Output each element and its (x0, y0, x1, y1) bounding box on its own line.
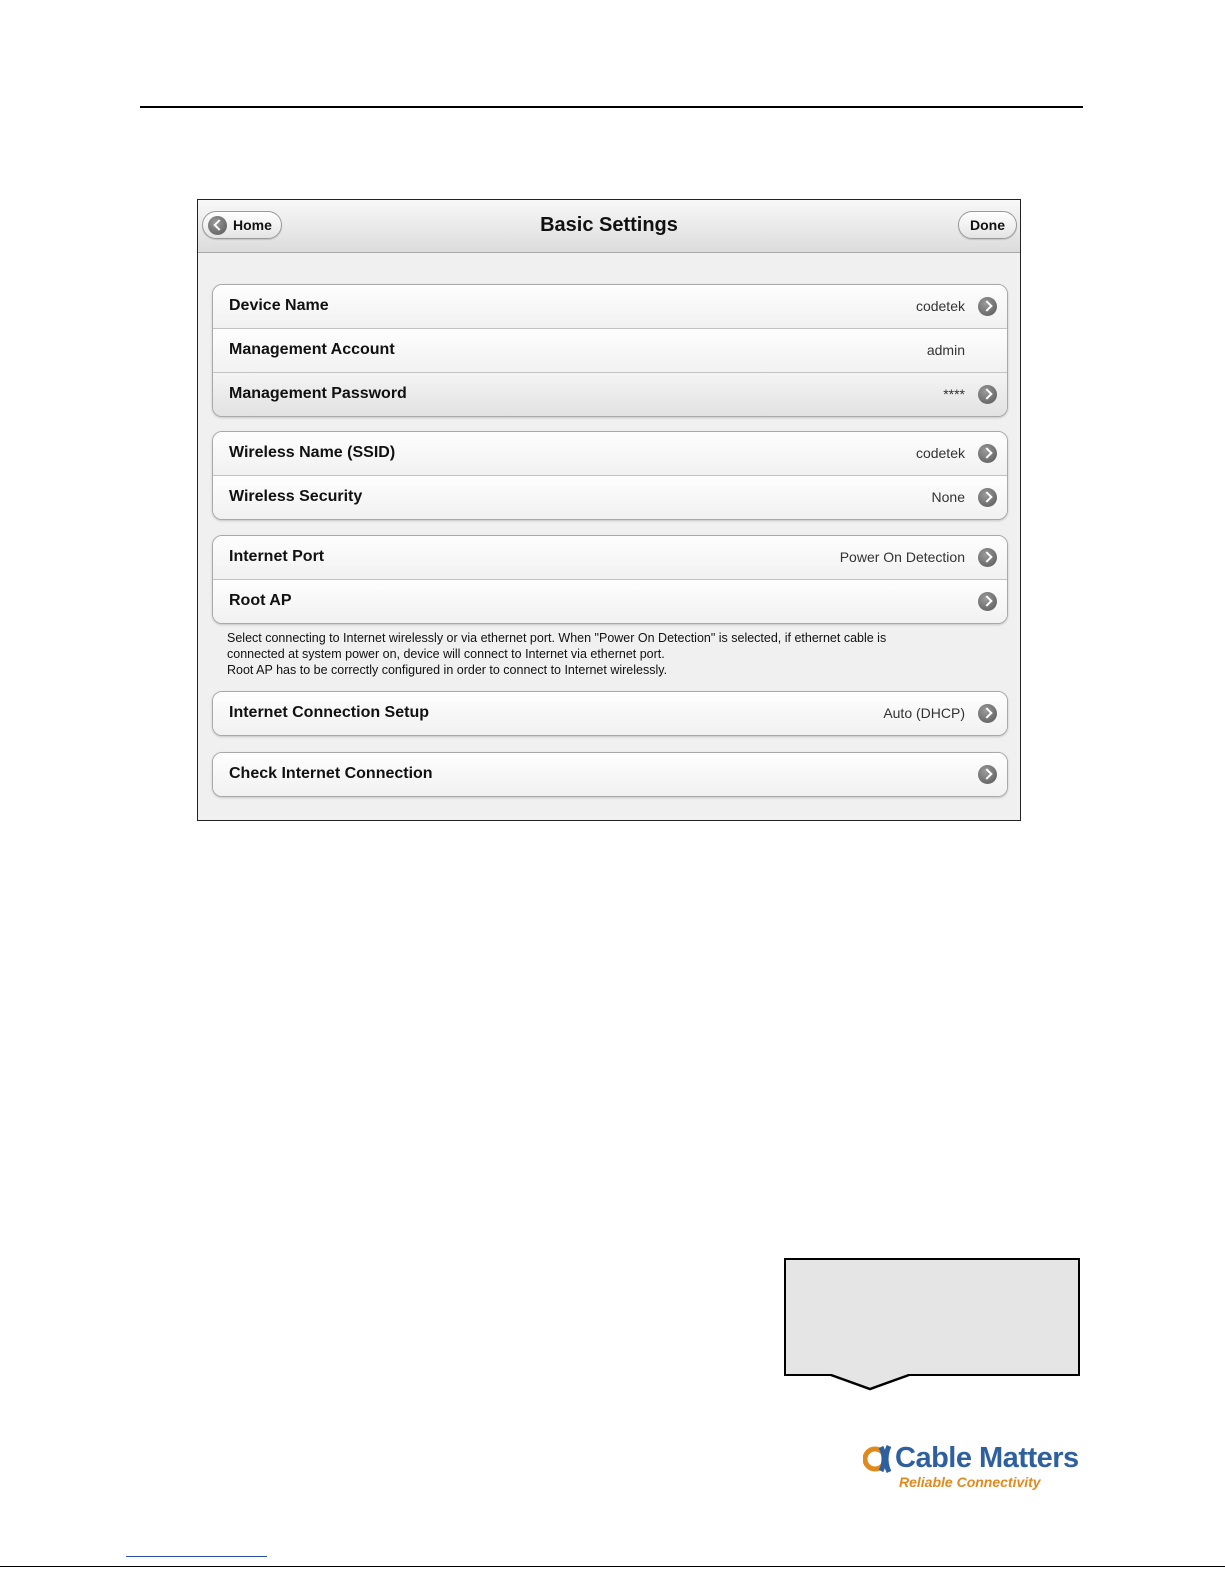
chevron-right-icon[interactable] (978, 765, 997, 784)
nav-bar (198, 200, 1020, 253)
row-label: Device Name (229, 297, 329, 314)
row-value: **** (943, 386, 965, 402)
row-wireless-security[interactable] (213, 476, 1007, 519)
connection-setup-group (212, 691, 1008, 736)
chevron-right-icon[interactable] (978, 297, 997, 316)
note-line: Root AP has to be correctly configured in order to connect to Internet wirelessly. (227, 663, 668, 677)
row-value: None (931, 489, 965, 505)
logo-brand: Cable Matters (895, 1442, 1079, 1474)
footer-link-underline[interactable] (126, 1556, 267, 1557)
callout-tail (829, 1372, 913, 1392)
row-internet-connection-setup[interactable] (213, 692, 1007, 735)
note-line: connected at system power on, device will connect to Internet via ethernet port. (227, 647, 665, 661)
header-rule (140, 106, 1083, 108)
basic-settings-screenshot (197, 199, 1021, 821)
row-management-account (213, 329, 1007, 373)
row-label: Wireless Security (229, 488, 363, 505)
note-line: Select connecting to Internet wirelessly or via ethernet port. When "Power On Detection" is selected, if ethernet cable is (227, 631, 887, 645)
row-value: admin (926, 342, 965, 358)
row-value: codetek (915, 445, 965, 461)
row-value: Auto (DHCP) (883, 705, 965, 721)
cable-matters-logo (863, 1440, 1079, 1495)
internet-port-note (227, 630, 987, 678)
wireless-group (212, 431, 1008, 520)
check-connection-group (212, 752, 1008, 797)
home-label: Home (233, 217, 272, 233)
row-value: codetek (915, 298, 965, 314)
done-button[interactable]: Done (958, 211, 1017, 239)
row-label: Root AP (229, 592, 292, 609)
row-internet-port[interactable] (213, 536, 1007, 580)
chevron-right-icon[interactable] (978, 444, 997, 463)
row-value: Power On Detection (839, 549, 965, 565)
row-wireless-name[interactable] (213, 432, 1007, 476)
row-management-password[interactable] (213, 373, 1007, 416)
chevron-right-icon[interactable] (978, 548, 997, 567)
row-label: Check Internet Connection (229, 765, 433, 782)
logo-mark-icon (863, 1443, 897, 1477)
chevron-right-icon[interactable] (978, 592, 997, 611)
row-label: Management Password (229, 385, 407, 402)
page-title: Basic Settings (540, 214, 678, 236)
chevron-right-icon[interactable] (978, 488, 997, 507)
row-label: Internet Connection Setup (229, 704, 429, 721)
logo-tagline: Reliable Connectivity (899, 1474, 1041, 1490)
callout-box (784, 1258, 1080, 1376)
device-group (212, 284, 1008, 417)
row-root-ap[interactable] (213, 580, 1007, 623)
chevron-right-icon[interactable] (978, 704, 997, 723)
row-label: Internet Port (229, 548, 325, 565)
row-check-internet-connection[interactable] (213, 753, 1007, 796)
internet-port-group (212, 535, 1008, 624)
row-device-name[interactable] (213, 285, 1007, 329)
chevron-right-icon[interactable] (978, 385, 997, 404)
row-label: Wireless Name (SSID) (229, 444, 396, 461)
footer-rule (0, 1566, 1225, 1567)
row-label: Management Account (229, 341, 395, 358)
